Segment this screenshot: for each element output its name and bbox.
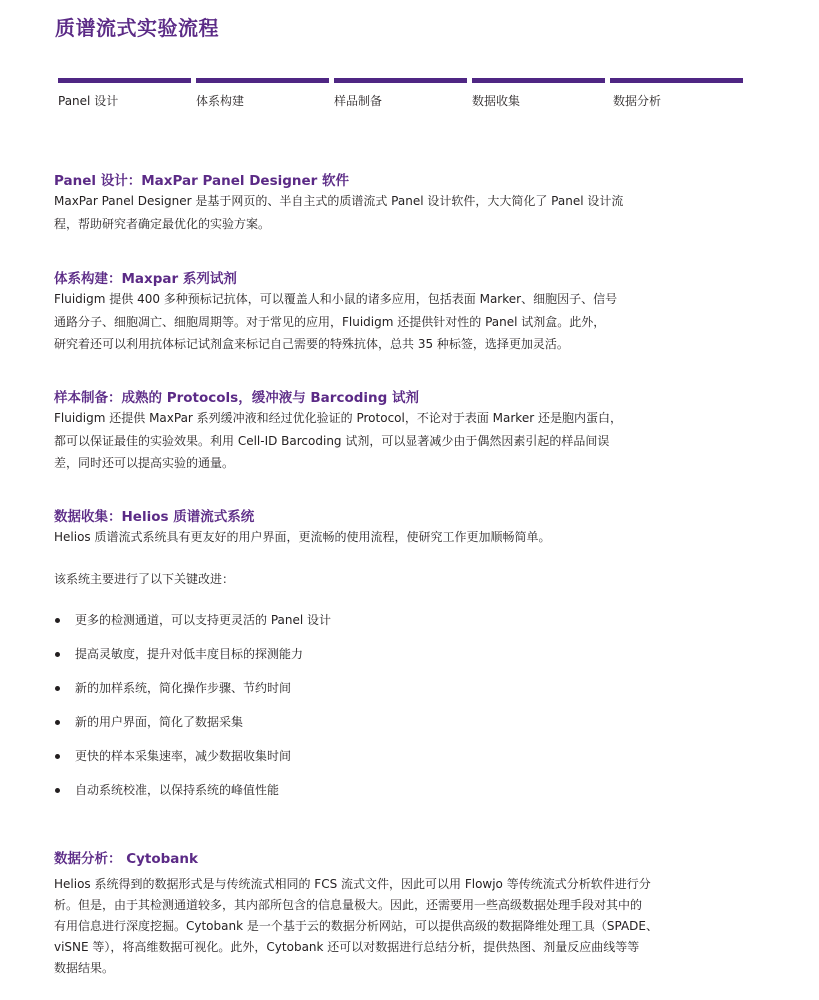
step-panel-design: [58, 78, 191, 109]
list-item-text: 更快的样本采集速率，减少数据收集时间: [75, 749, 292, 763]
section-panel-design: [54, 172, 694, 235]
improvements-intro: 该系统主要进行了以下关键改进：: [54, 572, 235, 586]
list-item-text: 新的加样系统，简化操作步骤、节约时间: [75, 681, 292, 695]
section-line: 差，同时还可以提高实验的通量。: [54, 456, 235, 470]
section-system-build: [54, 270, 694, 356]
step-bar: [610, 78, 743, 83]
section-line: 有用信息进行深度挖掘。Cytobank 是一个基于云的数据分析网站，可以提供高级的数据降维处理工具（SPADE、: [54, 919, 658, 933]
step-bar: [58, 78, 191, 83]
step-bar: [196, 78, 329, 83]
step-label: 数据分析: [613, 94, 662, 108]
section-heading: 样本制备：成熟的 Protocols，缓冲液与 Barcoding 试剂: [54, 390, 419, 406]
page-title: 质谱流式实验流程: [55, 16, 219, 40]
section-line: Fluidigm 提供 400 多种预标记抗体，可以覆盖人和小鼠的诸多应用，包括表面 Marker、细胞因子、信号: [54, 292, 618, 306]
section-sample-prep: [54, 389, 694, 475]
section-line: 析。但是，由于其检测通道较多，其内部所包含的信息量极大。因此，还需要用一些高级数据处理手段对其中的: [54, 898, 643, 912]
section-heading: 数据分析： Cytobank: [54, 851, 198, 867]
section-line: 研究着还可以利用抗体标记试剂盒来标记自己需要的特殊抗体，总共 35 种标签，选择更加灵活。: [54, 337, 569, 351]
section-line: Fluidigm 还提供 MaxPar 系列缓冲液和经过优化验证的 Protocol，不论对于表面 Marker 还是胞内蛋白，: [54, 411, 622, 425]
workflow-steps: [58, 78, 744, 118]
bullet-icon: [55, 754, 60, 759]
step-bar: [472, 78, 605, 83]
step-label: 数据收集: [472, 94, 521, 108]
bullet-icon: [55, 652, 60, 657]
bullet-icon: [55, 788, 60, 793]
section-line: 程，帮助研究者确定最优化的实验方案。: [54, 216, 271, 231]
section-data-analysis: [54, 850, 754, 979]
list-item-text: 自动系统校准，以保持系统的峰值性能: [75, 783, 280, 797]
step-data-analysis: [610, 78, 743, 109]
bullet-icon: [55, 618, 60, 623]
bullet-icon: [55, 720, 60, 725]
step-data-collection: [472, 78, 605, 109]
step-bar: [334, 78, 467, 83]
step-sample-prep: [334, 78, 467, 109]
section-line: MaxPar Panel Designer 是基于网页的、半自主式的质谱流式 Panel 设计软件，大大简化了 Panel 设计流: [54, 194, 624, 208]
section-heading: 体系构建：Maxpar 系列试剂: [54, 271, 237, 287]
step-label: 样品制备: [334, 94, 383, 108]
section-data-collection: [54, 508, 694, 549]
section-heading: 数据收集：Helios 质谱流式系统: [54, 509, 255, 525]
step-label: 体系构建: [196, 94, 245, 108]
section-line: 都可以保证最佳的实验效果。利用 Cell-ID Barcoding 试剂，可以显著减少由于偶然因素引起的样品间误: [54, 433, 610, 448]
section-line: 数据结果。: [54, 961, 115, 975]
section-line: Helios 质谱流式系统具有更友好的用户界面，更流畅的使用流程，使研究工作更加顺畅简单。: [54, 530, 551, 544]
step-system-build: [196, 78, 329, 109]
step-label: Panel 设计: [58, 94, 119, 108]
section-line: 通路分子、细胞凋亡、细胞周期等。对于常见的应用，Fluidigm 还提供针对性的 Panel 试剂盒。此外，: [54, 314, 606, 329]
bullet-icon: [55, 686, 60, 691]
section-line: Helios 系统得到的数据形式是与传统流式相同的 FCS 流式文件，因此可以用 Flowjo 等传统流式分析软件进行分: [54, 877, 651, 891]
section-line: viSNE 等），将高维数据可视化。此外，Cytobank 还可以对数据进行总结分析，提供热图、剂量反应曲线等等: [54, 940, 640, 954]
list-item-text: 提高灵敏度，提升对低丰度目标的探测能力: [75, 647, 304, 661]
improvements-intro-block: [54, 568, 694, 591]
improvements-list: [54, 610, 694, 810]
list-item-text: 更多的检测通道，可以支持更灵活的 Panel 设计: [75, 613, 332, 627]
section-heading: Panel 设计：MaxPar Panel Designer 软件: [54, 173, 350, 189]
list-item-text: 新的用户界面，简化了数据采集: [75, 715, 244, 729]
